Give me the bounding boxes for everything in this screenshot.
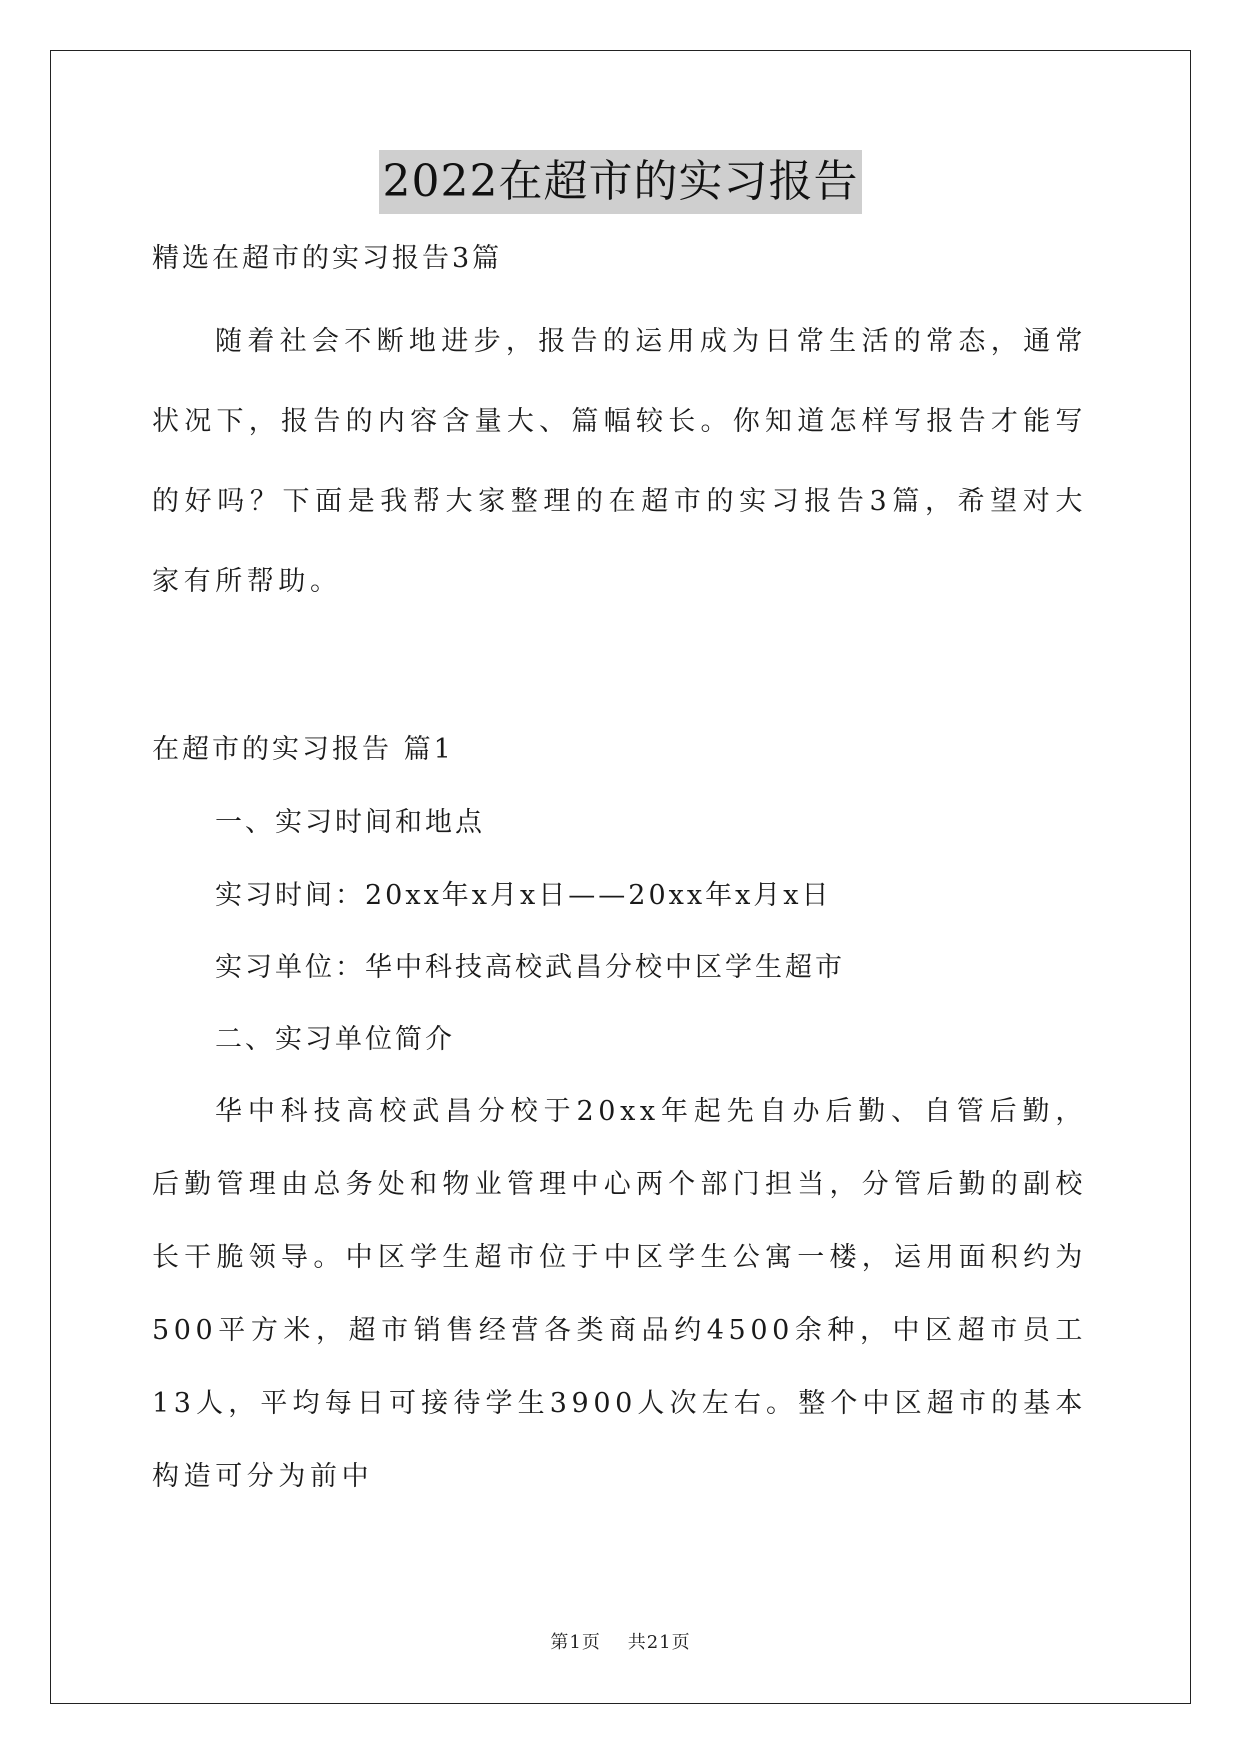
title-container [0,150,1241,214]
intro-paragraph: 随着社会不断地进步，报告的运用成为日常生活的常态，通常状况下，报告的内容含量大、篇幅较长。你知道怎样写报告才能写的好吗？下面是我帮大家整理的在超市的实习报告3篇，希望对大家有所帮助。 [152,326,1087,597]
page-footer [0,1628,1241,1654]
document-body [152,230,1087,1513]
unit-intro-paragraph: 华中科技高校武昌分校于20xx年起先自办后勤、自管后勤，后勤管理由总务处和物业管理中心两个部门担当，分管后勤的副校长干脆领导。中区学生超市位于中区学生公寓一楼，运用面积约为500平方米，超市销售经营各类商品约4500余种，中区超市员工13人，平均每日可接待学生3900人次左右。整个中区超市的基本构造可分为前中 [152,1096,1087,1492]
section-title: 在超市的实习报告 篇1 [152,734,454,765]
internship-unit: 实习单位：华中科技高校武昌分校中区学生超市 [215,952,845,983]
internship-time: 实习时间：20xx年x月x日——20xx年x月x日 [215,880,832,911]
heading-unit-intro: 二、实习单位简介 [215,1024,455,1055]
heading-time-place: 一、实习时间和地点 [215,807,485,838]
document-title: 2022在超市的实习报告 [379,150,863,214]
page-number: 第1页 共21页 [550,1632,691,1653]
document-subtitle: 精选在超市的实习报告3篇 [152,243,503,274]
